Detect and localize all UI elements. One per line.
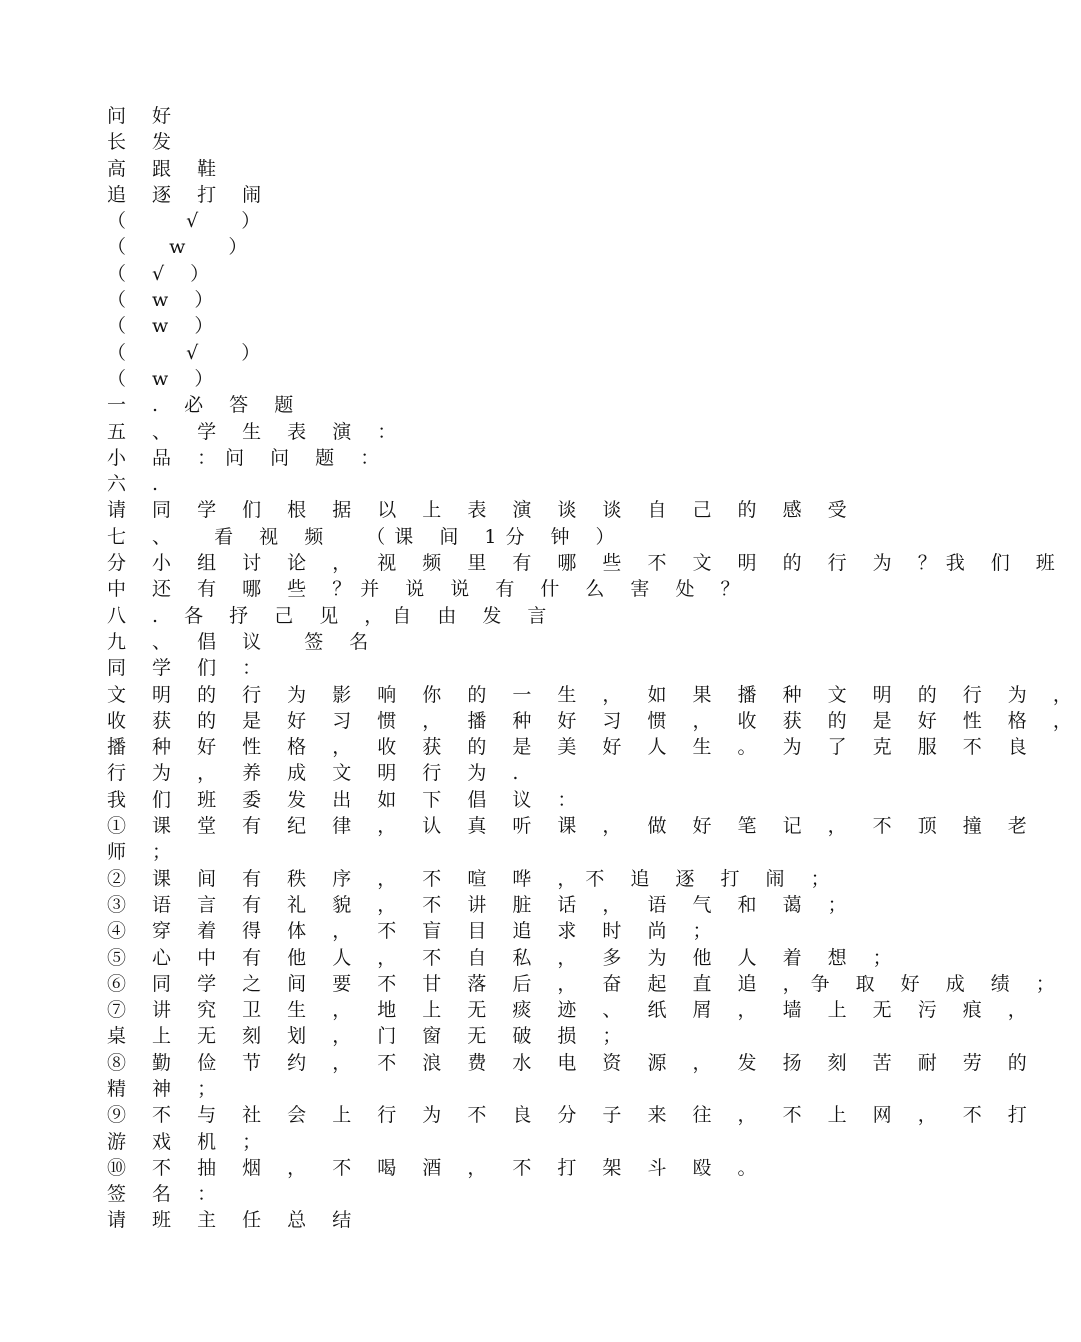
pledge-item: ⑥ 同 学 之 间 要 不 甘 落 后 ， 奋 起 直 追 ，争 取 好 成 绩 ；: [107, 972, 1064, 995]
pledge-item: ⑤ 心 中 有 他 人 ， 不 自 私 ， 多 为 他 人 着 想 ；: [107, 946, 901, 969]
section-heading: 九 、 倡 议 签 名: [107, 630, 378, 653]
text-line: 高 跟 鞋: [107, 157, 226, 180]
text-line: （ w ）: [107, 367, 223, 390]
document-body: [107, 103, 1081, 1234]
signature-label: 签 名 ：: [107, 1183, 226, 1206]
section-heading: 一 . 必 答 题: [107, 394, 303, 417]
paragraph-line: 收 获 的 是 好 习 惯 ， 播 种 好 习 惯 ， 收 获 的 是 好 性 格 ，: [107, 709, 1081, 732]
pledge-item: ① 课 堂 有 纪 律 ， 认 真 听 课 ， 做 好 笔 记 ， 不 顶 撞 老: [107, 815, 1036, 838]
pledge-item: ⑧ 勤 俭 节 约 ， 不 浪 费 水 电 资 源 ， 发 扬 刻 苦 耐 劳 的: [107, 1051, 1036, 1074]
text-line: （ √ ）: [107, 262, 219, 285]
pledge-item: ⑩ 不 抽 烟 ， 不 喝 酒 ， 不 打 架 斗 殴 。: [107, 1156, 766, 1179]
text-line: 我 们 班 委 发 出 如 下 倡 议 ：: [107, 788, 586, 811]
pledge-item: ⑨ 不 与 社 会 上 行 为 不 良 分 子 来 往 ， 不 上 网 ， 不 打: [107, 1104, 1036, 1127]
text-line: 长 发: [107, 131, 181, 154]
text-line: 请 同 学 们 根 据 以 上 表 演 谈 谈 自 己 的 感 受: [107, 499, 856, 522]
pledge-item-continuation: 师 ；: [107, 841, 181, 864]
text-line: 分 小 组 讨 论 ， 视 频 里 有 哪 些 不 文 明 的 行 为 ？我 们 班: [107, 552, 1064, 575]
closing-line: 请 班 主 任 总 结: [107, 1209, 361, 1232]
text-line: （ w ）: [107, 236, 257, 259]
section-heading: 七 、 看 视 频 （课 间 1分 钟 ）: [107, 525, 624, 548]
pledge-item: ④ 穿 着 得 体 ， 不 盲 目 追 求 时 尚 ；: [107, 920, 721, 943]
paragraph-line: 文 明 的 行 为 影 响 你 的 一 生 ， 如 果 播 种 文 明 的 行 为 ，: [107, 683, 1081, 706]
paragraph-line: 行 为 ， 养 成 文 明 行 为 .: [107, 762, 528, 785]
section-heading: 五 、 学 生 表 演 ：: [107, 420, 406, 443]
pledge-item: ② 课 间 有 秩 序 ， 不 喧 哗 ，不 追 逐 打 闹 ；: [107, 867, 839, 890]
text-line: （ w ）: [107, 315, 223, 338]
text-line: 中 还 有 哪 些 ？并 说 说 有 什 么 害 处 ？: [107, 578, 749, 601]
pledge-item: ③ 语 言 有 礼 貌 ， 不 讲 脏 话 ， 语 气 和 蔼 ；: [107, 893, 856, 916]
text-line: （ √ ）: [107, 210, 270, 233]
text-line: 追 逐 打 闹: [107, 183, 271, 206]
text-line: 问 好: [107, 105, 181, 127]
pledge-item-continuation: 精 神 ；: [107, 1077, 226, 1100]
paragraph-line: 播 种 好 性 格 ， 收 获 的 是 美 好 人 生 。 为 了 克 服 不 良: [107, 736, 1036, 759]
text-line: 同 学 们 ：: [107, 657, 271, 680]
pledge-item: ⑦ 讲 究 卫 生 ， 地 上 无 痰 迹 、 纸 屑 ， 墙 上 无 污 痕 ，: [107, 999, 1036, 1022]
text-line: （ √ ）: [107, 341, 270, 364]
section-heading: 六 .: [107, 473, 168, 496]
text-line: 小 品 ：问 问 题 ：: [107, 446, 389, 469]
pledge-item-continuation: 游 戏 机 ；: [107, 1130, 271, 1153]
section-heading: 八 . 各 抒 己 见 ，自 由 发 言: [107, 604, 556, 627]
text-line: （ w ）: [107, 289, 223, 312]
pledge-item-continuation: 桌 上 无 刻 划 ， 门 窗 无 破 损 ；: [107, 1025, 631, 1048]
